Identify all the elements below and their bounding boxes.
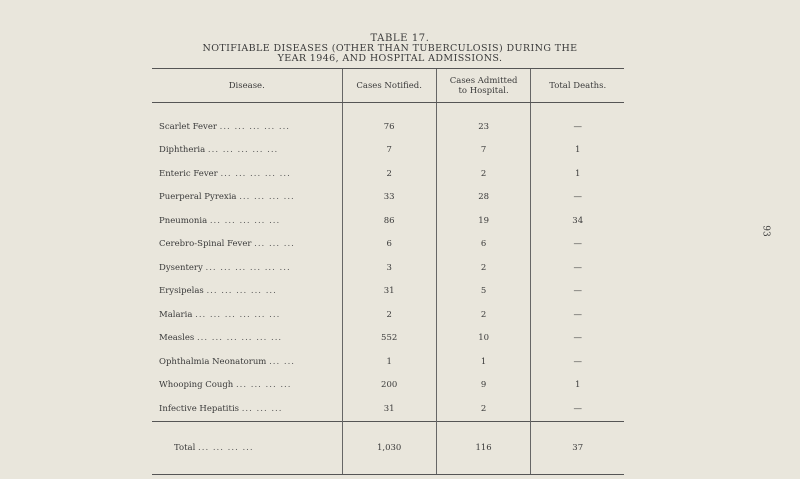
col-header-admitted-line-1: Cases Admitted (449, 75, 518, 86)
disease-cell (152, 139, 342, 163)
leader-dots: ... ... ... ... ... ... (195, 309, 281, 320)
disease-name: Malaria (159, 309, 193, 320)
disease-cell (152, 350, 342, 374)
disease-name: Whooping Cough (159, 380, 234, 391)
table-row (152, 280, 624, 304)
disease-name: Enteric Fever (159, 168, 218, 179)
page-number: 93 (760, 225, 771, 237)
disease-cell (152, 162, 342, 186)
table-row (152, 397, 624, 421)
disease-cell (152, 374, 342, 398)
disease-name: Puerperal Pyrexia (159, 192, 237, 203)
disease-name: Measles (159, 333, 195, 344)
cases-admitted: 2 (436, 303, 531, 327)
total-deaths: 1 (531, 162, 624, 186)
disease-cell (152, 256, 342, 280)
table-row (152, 350, 624, 374)
leader-dots: ... ... ... ... (239, 192, 295, 203)
cases-admitted: 2 (436, 162, 531, 186)
col-header-disease: Disease. (152, 69, 342, 103)
cases-admitted: 28 (436, 186, 531, 210)
disease-cell (152, 303, 342, 327)
leader-dots: ... ... ... ... (198, 442, 254, 453)
disease-name: Cerebro-Spinal Fever (159, 239, 252, 250)
cases-notified: 31 (342, 397, 436, 421)
heading-line-1: NOTIFIABLE DISEASES (OTHER THAN TUBERCULOSIS) DURING THE (202, 43, 578, 54)
disease-name: Pneumonia (159, 215, 208, 226)
total-deaths: — (531, 103, 624, 139)
col-header-notified: Cases Notified. (342, 69, 436, 103)
table-row (152, 209, 624, 233)
cases-admitted: 9 (436, 374, 531, 398)
cases-notified: 76 (342, 103, 436, 139)
total-deaths: — (531, 186, 624, 210)
leader-dots: ... ... ... ... ... (206, 286, 277, 297)
disease-name: Dysentery (159, 262, 203, 273)
total-deaths: — (531, 233, 624, 257)
table-row (152, 162, 624, 186)
cases-notified: 552 (342, 327, 436, 351)
cases-admitted: 5 (436, 280, 531, 304)
table-row (152, 103, 624, 139)
leader-dots: ... ... ... ... ... (209, 215, 281, 226)
disease-cell (152, 209, 342, 233)
leader-dots: ... ... ... ... ... (219, 121, 290, 132)
cases-notified: 6 (342, 233, 436, 257)
table-row (152, 303, 624, 327)
total-deaths: — (531, 280, 624, 304)
col-header-deaths: Total Deaths. (531, 69, 624, 103)
table-row (152, 256, 624, 280)
header-row (152, 69, 624, 103)
leader-dots: ... ... ... ... ... ... (196, 333, 283, 344)
total-deaths: — (531, 303, 624, 327)
cases-notified: 31 (342, 280, 436, 304)
cases-admitted: 10 (436, 327, 531, 351)
total-label: Total (174, 442, 196, 453)
cases-notified: 1 (342, 350, 436, 374)
table-row (152, 374, 624, 398)
disease-cell (152, 186, 342, 210)
disease-name: Diphtheria (159, 145, 206, 156)
diseases-table (152, 68, 624, 475)
disease-name: Erysipelas (159, 286, 204, 297)
cases-admitted: 2 (436, 256, 531, 280)
cases-admitted: 19 (436, 209, 531, 233)
cases-notified: 2 (342, 303, 436, 327)
leader-dots: ... ... ... ... ... ... (205, 262, 291, 273)
total-deaths: 34 (531, 209, 624, 233)
total-deaths: 1 (531, 139, 624, 163)
total-deaths: — (531, 327, 624, 351)
cases-admitted: 23 (436, 103, 531, 139)
total-deaths: 37 (531, 421, 624, 474)
leader-dots: ... ... ... (254, 239, 295, 250)
disease-name: Infective Hepatitis (159, 403, 240, 414)
table-row (152, 327, 624, 351)
cases-admitted: 2 (436, 397, 531, 421)
disease-cell (152, 280, 342, 304)
leader-dots: ... ... ... ... (235, 380, 292, 391)
total-deaths: — (531, 256, 624, 280)
cases-notified: 86 (342, 209, 436, 233)
total-admitted: 116 (436, 421, 531, 474)
disease-cell (152, 397, 342, 421)
leader-dots: ... ... (269, 356, 295, 367)
leader-dots: ... ... ... (241, 403, 283, 414)
total-deaths: — (531, 397, 624, 421)
cases-notified: 200 (342, 374, 436, 398)
leader-dots: ... ... ... ... ... (207, 145, 279, 156)
disease-cell (152, 327, 342, 351)
table-heading (170, 44, 610, 64)
cases-notified: 3 (342, 256, 436, 280)
cases-admitted: 7 (436, 139, 531, 163)
table-title: TABLE 17. (370, 33, 430, 44)
total-label-cell (152, 421, 342, 474)
disease-name: Scarlet Fever (159, 121, 217, 132)
cases-admitted: 6 (436, 233, 531, 257)
col-header-admitted-line-2: to Hospital. (458, 85, 509, 96)
disease-name: Ophthalmia Neonatorum (159, 356, 267, 367)
heading-line-2: YEAR 1946, AND HOSPITAL ADMISSIONS. (277, 53, 503, 64)
cases-notified: 2 (342, 162, 436, 186)
leader-dots: ... ... ... ... ... (220, 168, 291, 179)
total-deaths: 1 (531, 374, 624, 398)
cases-notified: 7 (342, 139, 436, 163)
table-row (152, 139, 624, 163)
total-row (152, 421, 624, 474)
table-row (152, 233, 624, 257)
total-notified: 1,030 (342, 421, 436, 474)
col-header-admitted (436, 69, 531, 103)
total-deaths: — (531, 350, 624, 374)
table-row (152, 186, 624, 210)
disease-cell (152, 103, 342, 139)
disease-cell (152, 233, 342, 257)
cases-admitted: 1 (436, 350, 531, 374)
cases-notified: 33 (342, 186, 436, 210)
